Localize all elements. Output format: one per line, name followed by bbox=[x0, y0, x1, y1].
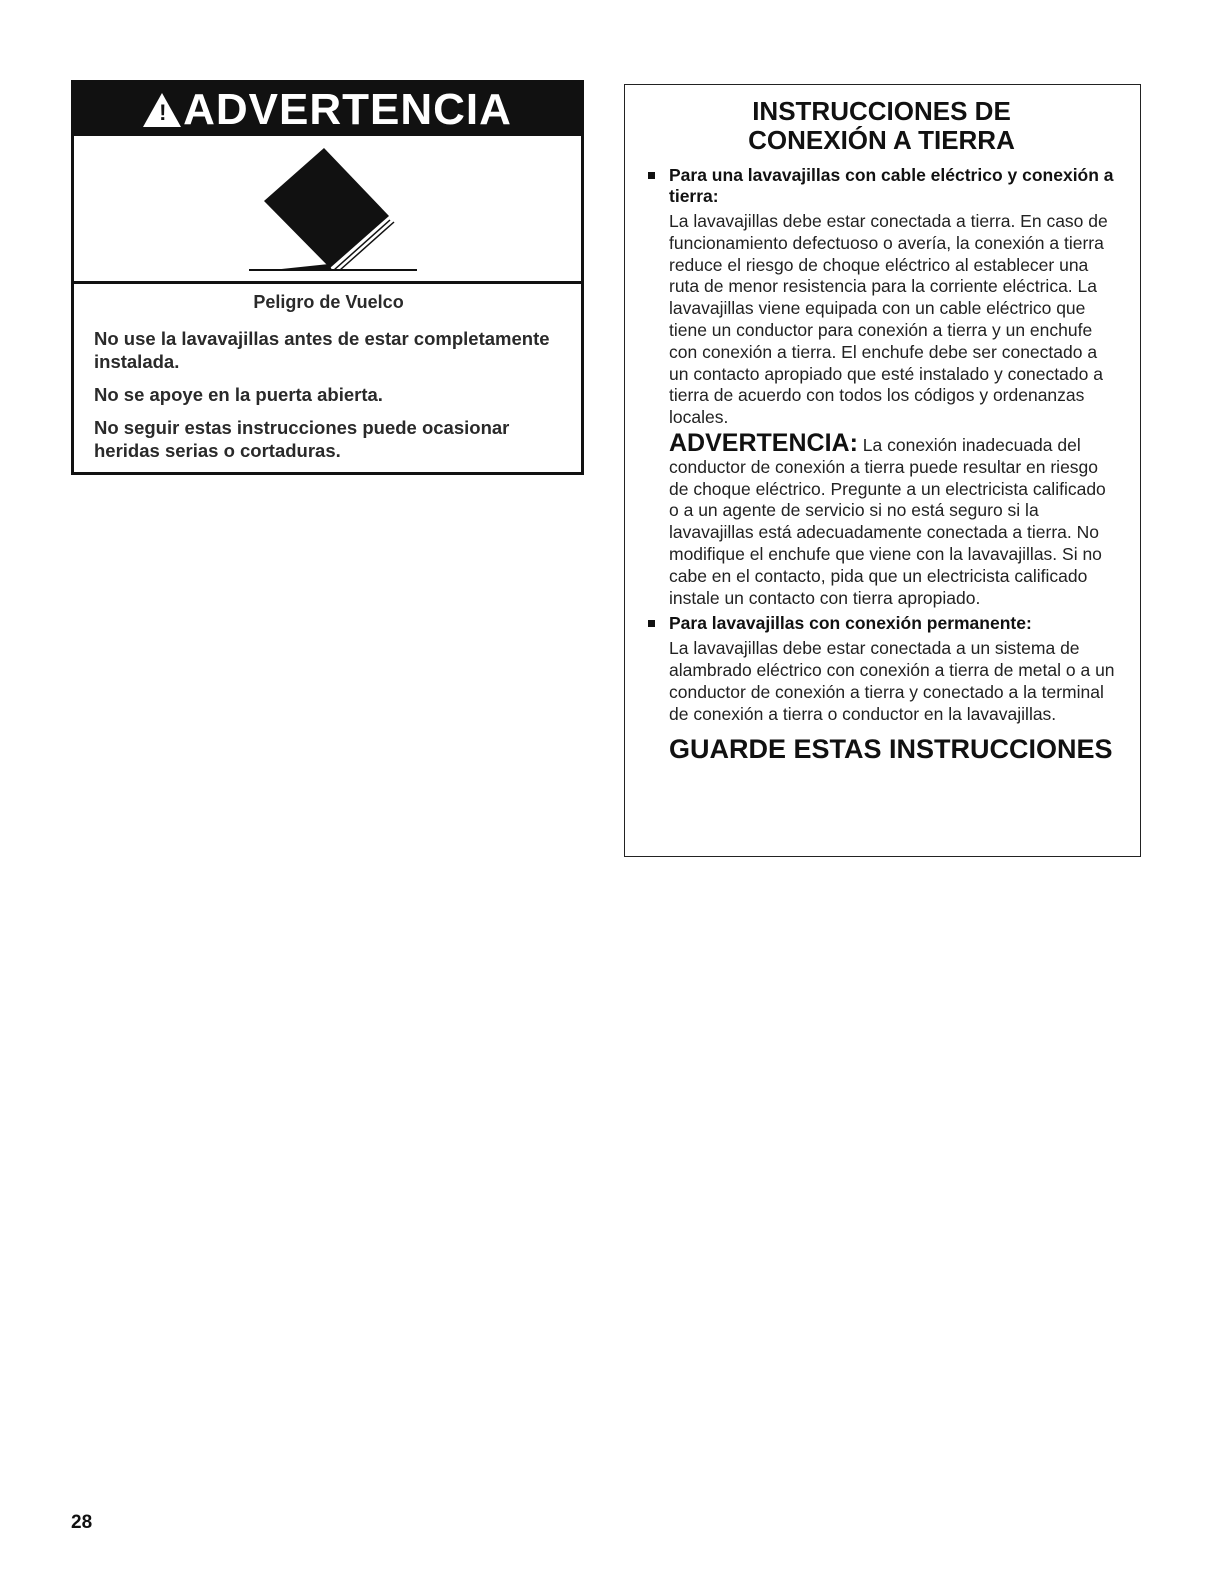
grounding-warning-paragraph: ADVERTENCIA: La conexión inadecuada del conductor de conexión a tierra puede resultar en riesgo de choque eléctrico. Pregunte a un electricista calificado o a un agente de servicio si no está seguro si la lavavajillas está adecuadamente conectada a tierra. No modifique el enchufe que viene con la lavavajillas. Si no cabe en el contacto, pida que un electricista calificado instale un contacto con tierra apropiado. bbox=[669, 428, 1106, 608]
permanent-connection-paragraph: La lavavajillas debe estar conectada a un sistema de alambrado eléctrico con conexión a tierra de metal o a un conductor de conexión a tierra y conectado a la terminal de conexión a tierra o conductor en la lavavajillas. bbox=[669, 638, 1115, 724]
tipping-dishwasher-icon bbox=[74, 136, 581, 284]
warning-label: ADVERTENCIA: bbox=[669, 428, 858, 457]
warning-subtitle: Peligro de Vuelco bbox=[253, 292, 404, 312]
cord-connected-paragraph: La lavavajillas debe estar conectada a tierra. En caso de funcionamiento defectuoso o avería, la conexión a tierra reduce el riesgo de choque eléctrico al establecer una ruta de menor resistencia para la corriente eléctrica. La lavavajillas viene equipada con un cable eléctrico que tiene un conductor para conexión a tierra y un enchufe con conexión a tierra. El enchufe debe ser conectado a un contacto apropiado que esté instalado y conectado a tierra de acuerdo con todos los códigos y ordenanzas locales. bbox=[669, 211, 1108, 428]
bullet-square-icon bbox=[648, 172, 655, 179]
bullet-cord-connected: Para una lavavajillas con cable eléctrico y conexión a tierra: bbox=[645, 165, 1118, 207]
warning-paragraph: No use la lavavajillas antes de estar completamente instalada. bbox=[94, 328, 550, 372]
warning-header bbox=[74, 83, 581, 136]
page-number: 28 bbox=[71, 1512, 93, 1533]
warning-paragraph: No se apoye en la puerta abierta. bbox=[94, 384, 383, 405]
warning-header-text: ADVERTENCIA bbox=[183, 84, 512, 134]
grounding-title: INSTRUCCIONES DE CONEXIÓN A TIERRA bbox=[748, 96, 1015, 155]
warning-triangle-icon: ! bbox=[143, 93, 181, 127]
bullet-permanently-connected: Para lavavajillas con conexión permanente: bbox=[645, 613, 1118, 634]
warning-paragraph: No seguir estas instrucciones puede ocasionar heridas serias o cortaduras. bbox=[94, 417, 510, 461]
bullet-square-icon bbox=[648, 620, 655, 627]
grounding-instructions-box bbox=[624, 84, 1141, 857]
tip-over-warning-box bbox=[71, 80, 584, 475]
save-instructions-heading: GUARDE ESTAS INSTRUCCIONES bbox=[669, 733, 1113, 764]
